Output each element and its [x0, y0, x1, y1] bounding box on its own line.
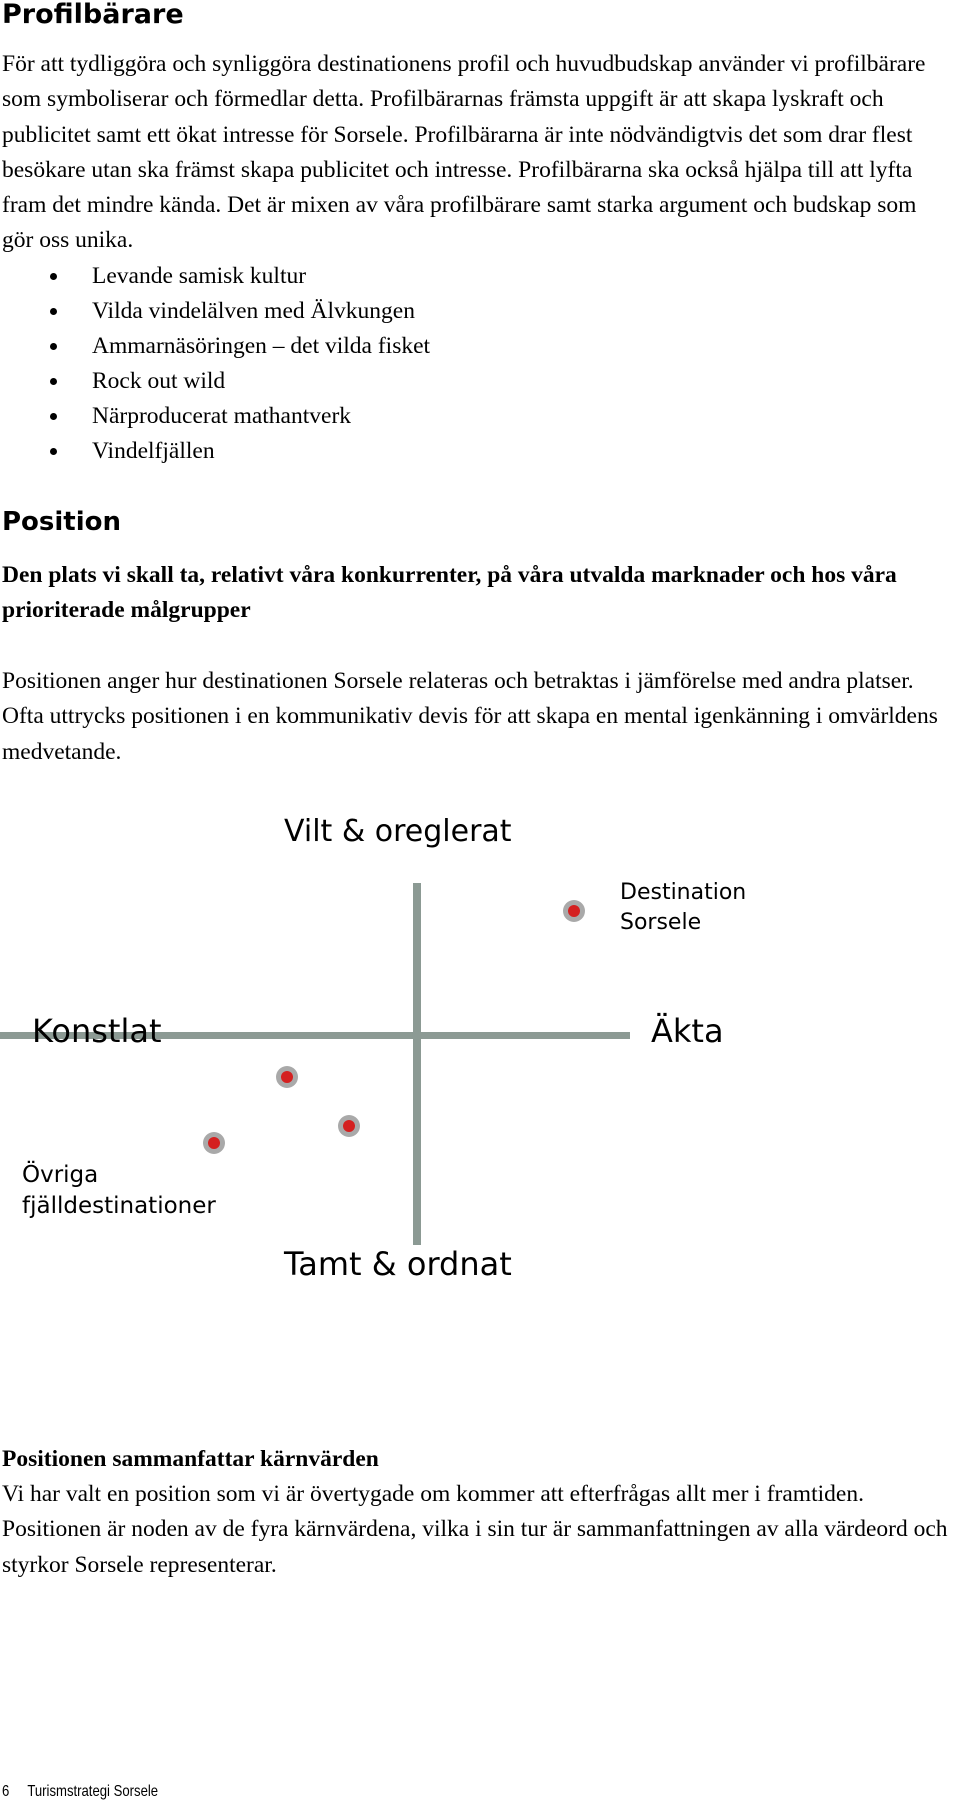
list-item: Vilda vindelälven med Älvkungen [0, 294, 430, 329]
page-number: 6 [2, 1783, 10, 1800]
vertical-axis [413, 883, 421, 1245]
section-title-position: Position [2, 507, 122, 537]
bullet-icon [50, 273, 57, 280]
list-item: Närproducerat mathantverk [0, 399, 430, 434]
karnvarden-subheading: Positionen sammanfattar kärnvärden [2, 1446, 379, 1472]
marker-competitor [276, 1066, 298, 1088]
profilbarare-list [0, 259, 430, 469]
document-title: Turismstrategi Sorsele [27, 1783, 159, 1800]
profilbarare-paragraph: För att tydliggöra och synliggöra destinationens profil och huvudbudskap använder vi profilbärare som symboliserar och förmedlar detta. Profilbärarnas främsta uppgift är att skapa lyskraft och publicitet samt ett ökat intresse för Sorsele. Profilbärarna är inte nödvändigtvis det som drar flest besökare utan ska främst skapa publicitet och intresse. Profilbärarna ska också hjälpa till att lyfta fram det mindre kända. Det är mixen av våra profilbärare samt starka argument och budskap som gör oss unika. [2, 51, 926, 254]
position-paragraph: Positionen anger hur destinationen Sorsele relateras och betraktas i jämförelse med andra platser. Ofta uttrycks positionen i en kommunikativ devis för att skapa en mental igenkänning i omvärldens medvetande. [2, 668, 938, 765]
list-item: Rock out wild [0, 364, 430, 399]
axis-label-right: Äkta [651, 1012, 724, 1050]
karnvarden-paragraph: Vi har valt en position som vi är övertygade om kommer att efterfrågas allt mer i framtiden. Positionen är noden av de fyra kärnvärdena, vilka i sin tur är sammanfattningen av alla värdeord och styrkor Sorsele representerar. [2, 1481, 948, 1578]
marker-destination-sorsele [563, 900, 585, 922]
axis-label-bottom: Tamt & ordnat [284, 1245, 512, 1283]
bullet-icon [50, 378, 57, 385]
axis-label-left: Konstlat [32, 1012, 162, 1050]
label-destination-sorsele: Destination Sorsele [620, 880, 747, 935]
section-title-profilbarare: Profilbärare [2, 0, 184, 30]
list-item: Vindelfjällen [0, 434, 430, 469]
position-subheading: Den plats vi skall ta, relativt våra konkurrenter, på våra utvalda marknader och hos våra prioriterade målgrupper [2, 562, 897, 623]
marker-competitor [338, 1115, 360, 1137]
bullet-icon [50, 448, 57, 455]
page-footer [2, 1782, 158, 1802]
bullet-icon [50, 308, 57, 315]
list-item: Levande samisk kultur [0, 259, 430, 294]
bullet-icon [50, 343, 57, 350]
list-item: Ammarnäsöringen – det vilda fisket [0, 329, 430, 364]
position-diagram [0, 790, 960, 1310]
bullet-icon [50, 413, 57, 420]
marker-competitor [203, 1132, 225, 1154]
position-diagram-graphic [0, 790, 960, 1310]
axis-label-top: Vilt & oreglerat [284, 814, 512, 849]
label-ovriga-fjalldestinationer: Övriga fjälldestinationer [22, 1162, 216, 1219]
